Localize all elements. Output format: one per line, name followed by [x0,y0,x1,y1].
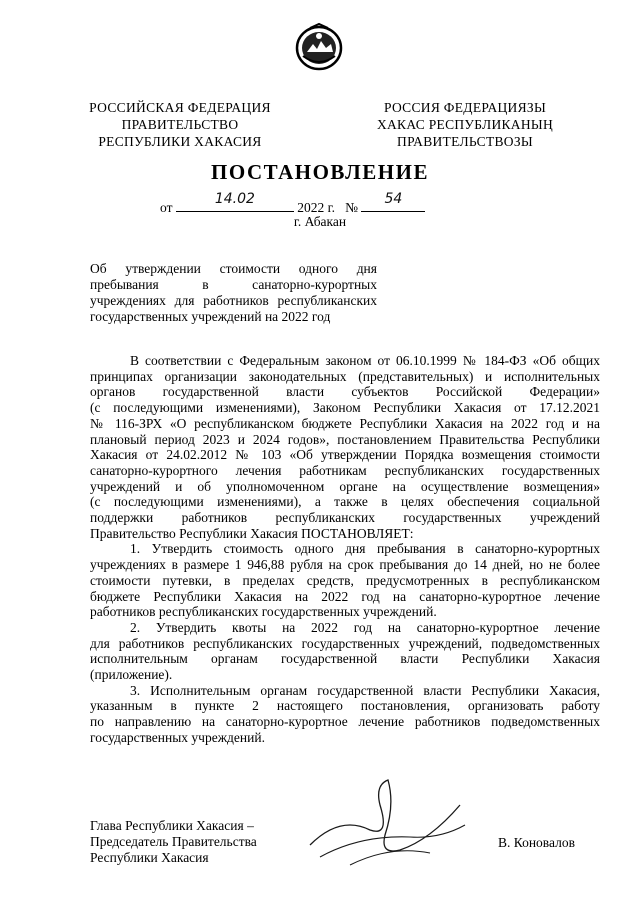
preamble-line: Хакасия от 24.02.2012 № 103 «Об утверждении Порядка возмещения стоимости [90,447,600,463]
subject-line2: пребывания в санаторно-курортных [90,277,377,292]
item-2-line: (приложение). [90,667,173,683]
preamble-line: Правительство Республики Хакасия ПОСТАНОВЛЯЕТ: [90,525,414,541]
preamble-line: плановый период 2023 и 2024 годов», постановлением Правительства Республики [90,431,600,447]
handwritten-signature [300,775,470,875]
header-left-line3: РЕСПУБЛИКИ ХАКАСИЯ [98,134,262,149]
signatory-title-line2: Председатель Правительства [90,834,257,849]
number-handwritten: 54 [384,191,403,207]
item-1-line: бюджете Республики Хакасия на 2022 год на санаторно-курортное лечение [90,588,600,604]
item-1-line: учреждениях в размере 1 946,88 рубля на срок пребывания до 14 дней, но не более [90,557,600,573]
item-1-paragraph [90,541,600,620]
item-2-paragraph [90,620,600,683]
header-right-line3: ПРАВИТЕЛЬСТВОЗЫ [397,134,533,149]
preamble-line: (с последующими изменениями), а также в целях обеспечения социальной [90,494,600,510]
year-label: 2022 г. [297,200,335,215]
preamble-line: поддержки работников республиканских государственных учреждений [90,510,600,526]
subject-block [90,261,377,325]
item-1-line: работников республиканских государственных учреждений. [90,604,437,620]
subject-line4: государственных учреждений на 2022 год [90,309,331,324]
item-2-line: для работников республиканских государственных учреждений, подведомственных [90,635,600,651]
preamble-line: санаторно-курортного лечения работникам республиканских государственных [90,462,600,478]
header-right [360,99,570,150]
item-1-line: 1. Утвердить стоимость одного дня пребывания в санаторно-курортных [130,541,600,557]
number-field [361,191,425,212]
header-left-line2: ПРАВИТЕЛЬСТВО [121,117,239,132]
preamble-line: органов государственной власти субъектов Российской Федерации» [90,384,600,400]
document-title: ПОСТАНОВЛЕНИЕ [211,160,429,184]
subject-line3: учреждениях для работников республиканских [90,293,377,308]
item-2-line: исполнительным органам государственной власти Республики Хакасия [90,651,600,667]
preamble-line: учреждений и об уполномоченном органе на осуществление возмещения» [90,478,600,494]
preamble-line: принципах организации законодательных (представительных) и исполнительных [90,368,600,384]
header-right-line1: РОССИЯ ФЕДЕРАЦИЯЗЫ [383,100,547,115]
item-2-line: 2. Утвердить квоты на 2022 год на санаторно-курортное лечение [130,619,600,635]
item-3-line: государственных учреждений. [90,729,265,745]
preamble-line: № 116-ЗРХ «О республиканском бюджете Республики Хакасия на 2022 год и на [90,415,600,431]
preamble-paragraph [90,353,600,541]
item-3-line: указанным в пункте 2 настоящего постановления, организовать работу [90,698,600,714]
item-3-line: по направлению на санаторно-курортное лечение работников подведомственных [90,714,600,730]
signatory-title [90,818,257,866]
item-1-line: стоимости путевки, в пределах средств, предусмотренных в республиканском [90,572,600,588]
document-body [90,353,600,746]
city-label: г. Абакан [293,214,347,229]
date-prefix: от [160,200,173,215]
republic-emblem-icon [293,22,345,72]
number-sign: № [345,200,359,215]
subject-line1: Об утверждении стоимости одного дня [90,261,377,276]
date-field [176,191,294,212]
header-left [80,99,280,150]
header-right-line2: ХАКАС РЕСПУБЛИКАНЫҢ [376,117,554,132]
signatory-title-line3: Республики Хакасия [90,850,209,865]
signatory-name: В. Коновалов [498,835,575,850]
item-3-line: 3. Исполнительным органам государственной власти Республики Хакасия, [130,682,600,698]
preamble-line: (с последующими изменениями), Законом Республики Хакасия от 17.12.2021 [90,400,600,416]
preamble-line: В соответствии с Федеральным законом от 06.10.1999 № 184-ФЗ «Об общих [130,353,600,368]
item-3-paragraph [90,683,600,746]
header-left-line1: РОССИЙСКАЯ ФЕДЕРАЦИЯ [89,100,271,115]
date-handwritten: 14.02 [214,191,255,207]
signatory-title-line1: Глава Республики Хакасия – [90,818,254,833]
